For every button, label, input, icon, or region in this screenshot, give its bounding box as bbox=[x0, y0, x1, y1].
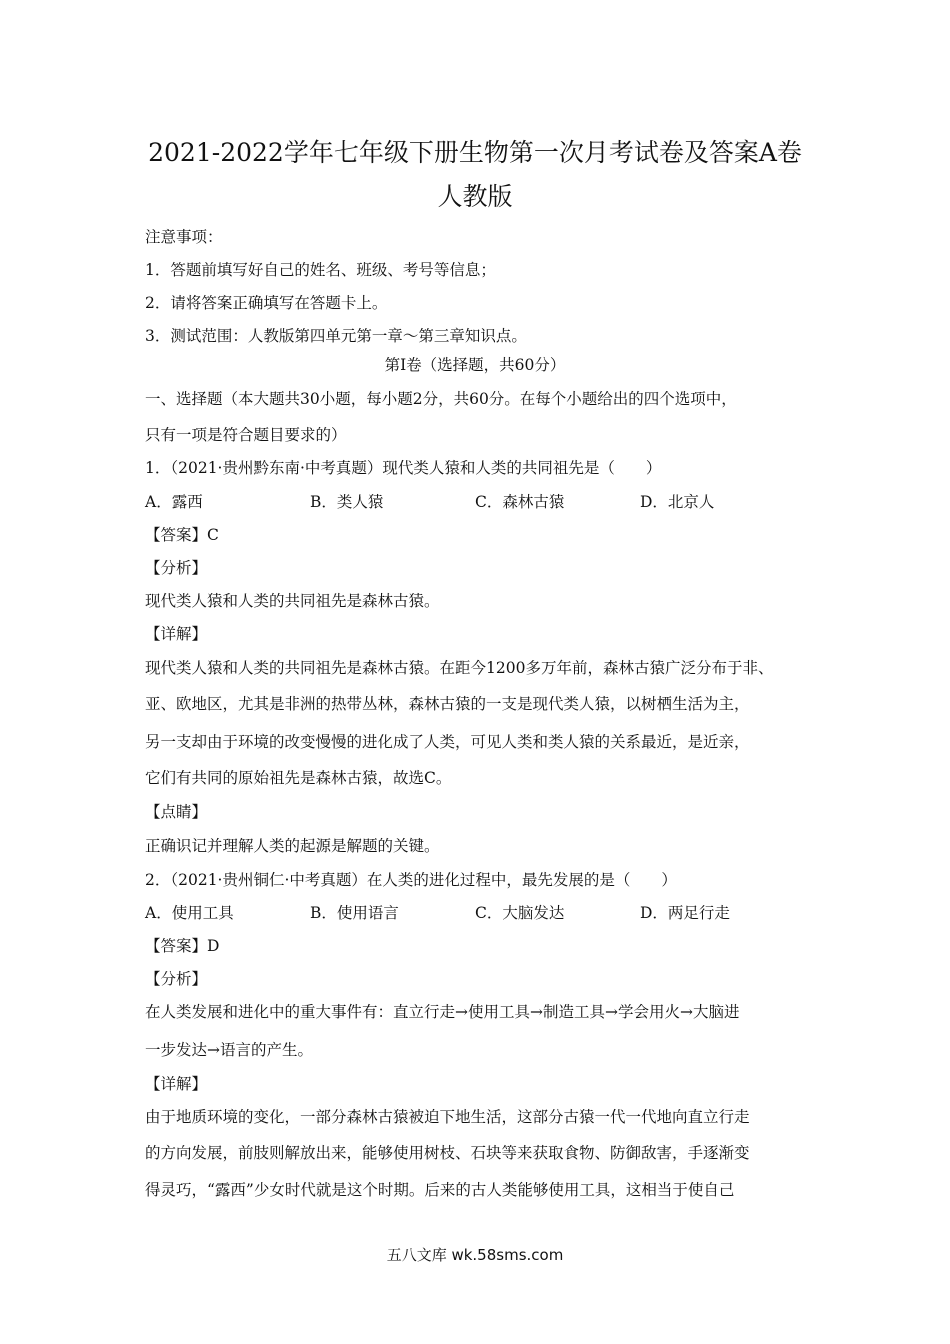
notice-item: 3．测试范围：人教版第四单元第一章～第三章知识点。 bbox=[145, 327, 527, 345]
question-stem: 1．（2021·贵州黔东南·中考真题）现代类人猿和人类的共同祖先是（ ） bbox=[145, 459, 662, 477]
analysis-label: 【分析】 bbox=[145, 970, 208, 988]
section-intro: 一、选择题（本大题共30小题，每小题2分，共60分。在每个小题给出的四个选项中， bbox=[145, 390, 737, 408]
detail-label: 【详解】 bbox=[145, 625, 208, 643]
detail-text: 它们有共同的原始祖先是森林古猿，故选C。 bbox=[145, 769, 452, 787]
analysis-text: 在人类发展和进化中的重大事件有：直立行走→使用工具→制造工具→学会用火→大脑进 bbox=[145, 1003, 740, 1021]
notice-item: 2．请将答案正确填写在答题卡上。 bbox=[145, 294, 388, 312]
option-b: B．类人猿 bbox=[310, 493, 384, 511]
volume-title: 第I卷（选择题，共60分） bbox=[384, 356, 566, 374]
option-d: D．北京人 bbox=[640, 493, 715, 511]
tip-label: 【点睛】 bbox=[145, 803, 208, 821]
option-a: A．使用工具 bbox=[145, 904, 234, 922]
detail-label: 【详解】 bbox=[145, 1075, 208, 1093]
question-stem: 2．（2021·贵州铜仁·中考真题）在人类的进化过程中，最先发展的是（ ） bbox=[145, 871, 677, 889]
answer-label: 【答案】D bbox=[145, 937, 220, 955]
option-b: B．使用语言 bbox=[310, 904, 399, 922]
detail-text: 得灵巧，“露西”少女时代就是这个时期。后来的古人类能够使用工具，这相当于使自己 bbox=[145, 1181, 735, 1199]
option-c: C．大脑发达 bbox=[475, 904, 565, 922]
analysis-text: 现代类人猿和人类的共同祖先是森林古猿。 bbox=[145, 592, 440, 610]
analysis-text: 一步发达→语言的产生。 bbox=[145, 1041, 313, 1059]
option-c: C．森林古猿 bbox=[475, 493, 565, 511]
tip-text: 正确识记并理解人类的起源是解题的关键。 bbox=[145, 837, 440, 855]
document-title: 2021-2022学年七年级下册生物第一次月考试卷及答案A卷 bbox=[148, 138, 802, 167]
detail-text: 由于地质环境的变化，一部分森林古猿被迫下地生活，这部分古猿一代一代地向直立行走 bbox=[145, 1108, 750, 1126]
notice-heading: 注意事项： bbox=[145, 228, 223, 246]
detail-text: 现代类人猿和人类的共同祖先是森林古猿。在距今1200多万年前，森林古猿广泛分布于非、 bbox=[145, 659, 774, 677]
answer-label: 【答案】C bbox=[145, 526, 219, 544]
notice-item: 1．答题前填写好自己的姓名、班级、考号等信息； bbox=[145, 261, 496, 279]
detail-text: 另一支却由于环境的改变慢慢的进化成了人类，可见人类和类人猿的关系最近，是近亲， bbox=[145, 733, 750, 751]
page-footer: 五八文库 wk.58sms.com bbox=[386, 1246, 564, 1264]
document-subtitle: 人教版 bbox=[437, 182, 513, 211]
option-d: D．两足行走 bbox=[640, 904, 730, 922]
analysis-label: 【分析】 bbox=[145, 559, 208, 577]
section-intro: 只有一项是符合题目要求的） bbox=[145, 426, 347, 444]
detail-text: 的方向发展，前肢则解放出来，能够使用树枝、石块等来获取食物、防御敌害，手逐渐变 bbox=[145, 1144, 750, 1162]
detail-text: 亚、欧地区，尤其是非洲的热带丛林，森林古猿的一支是现代类人猿，以树栖生活为主， bbox=[145, 695, 750, 713]
option-a: A．露西 bbox=[145, 493, 203, 511]
